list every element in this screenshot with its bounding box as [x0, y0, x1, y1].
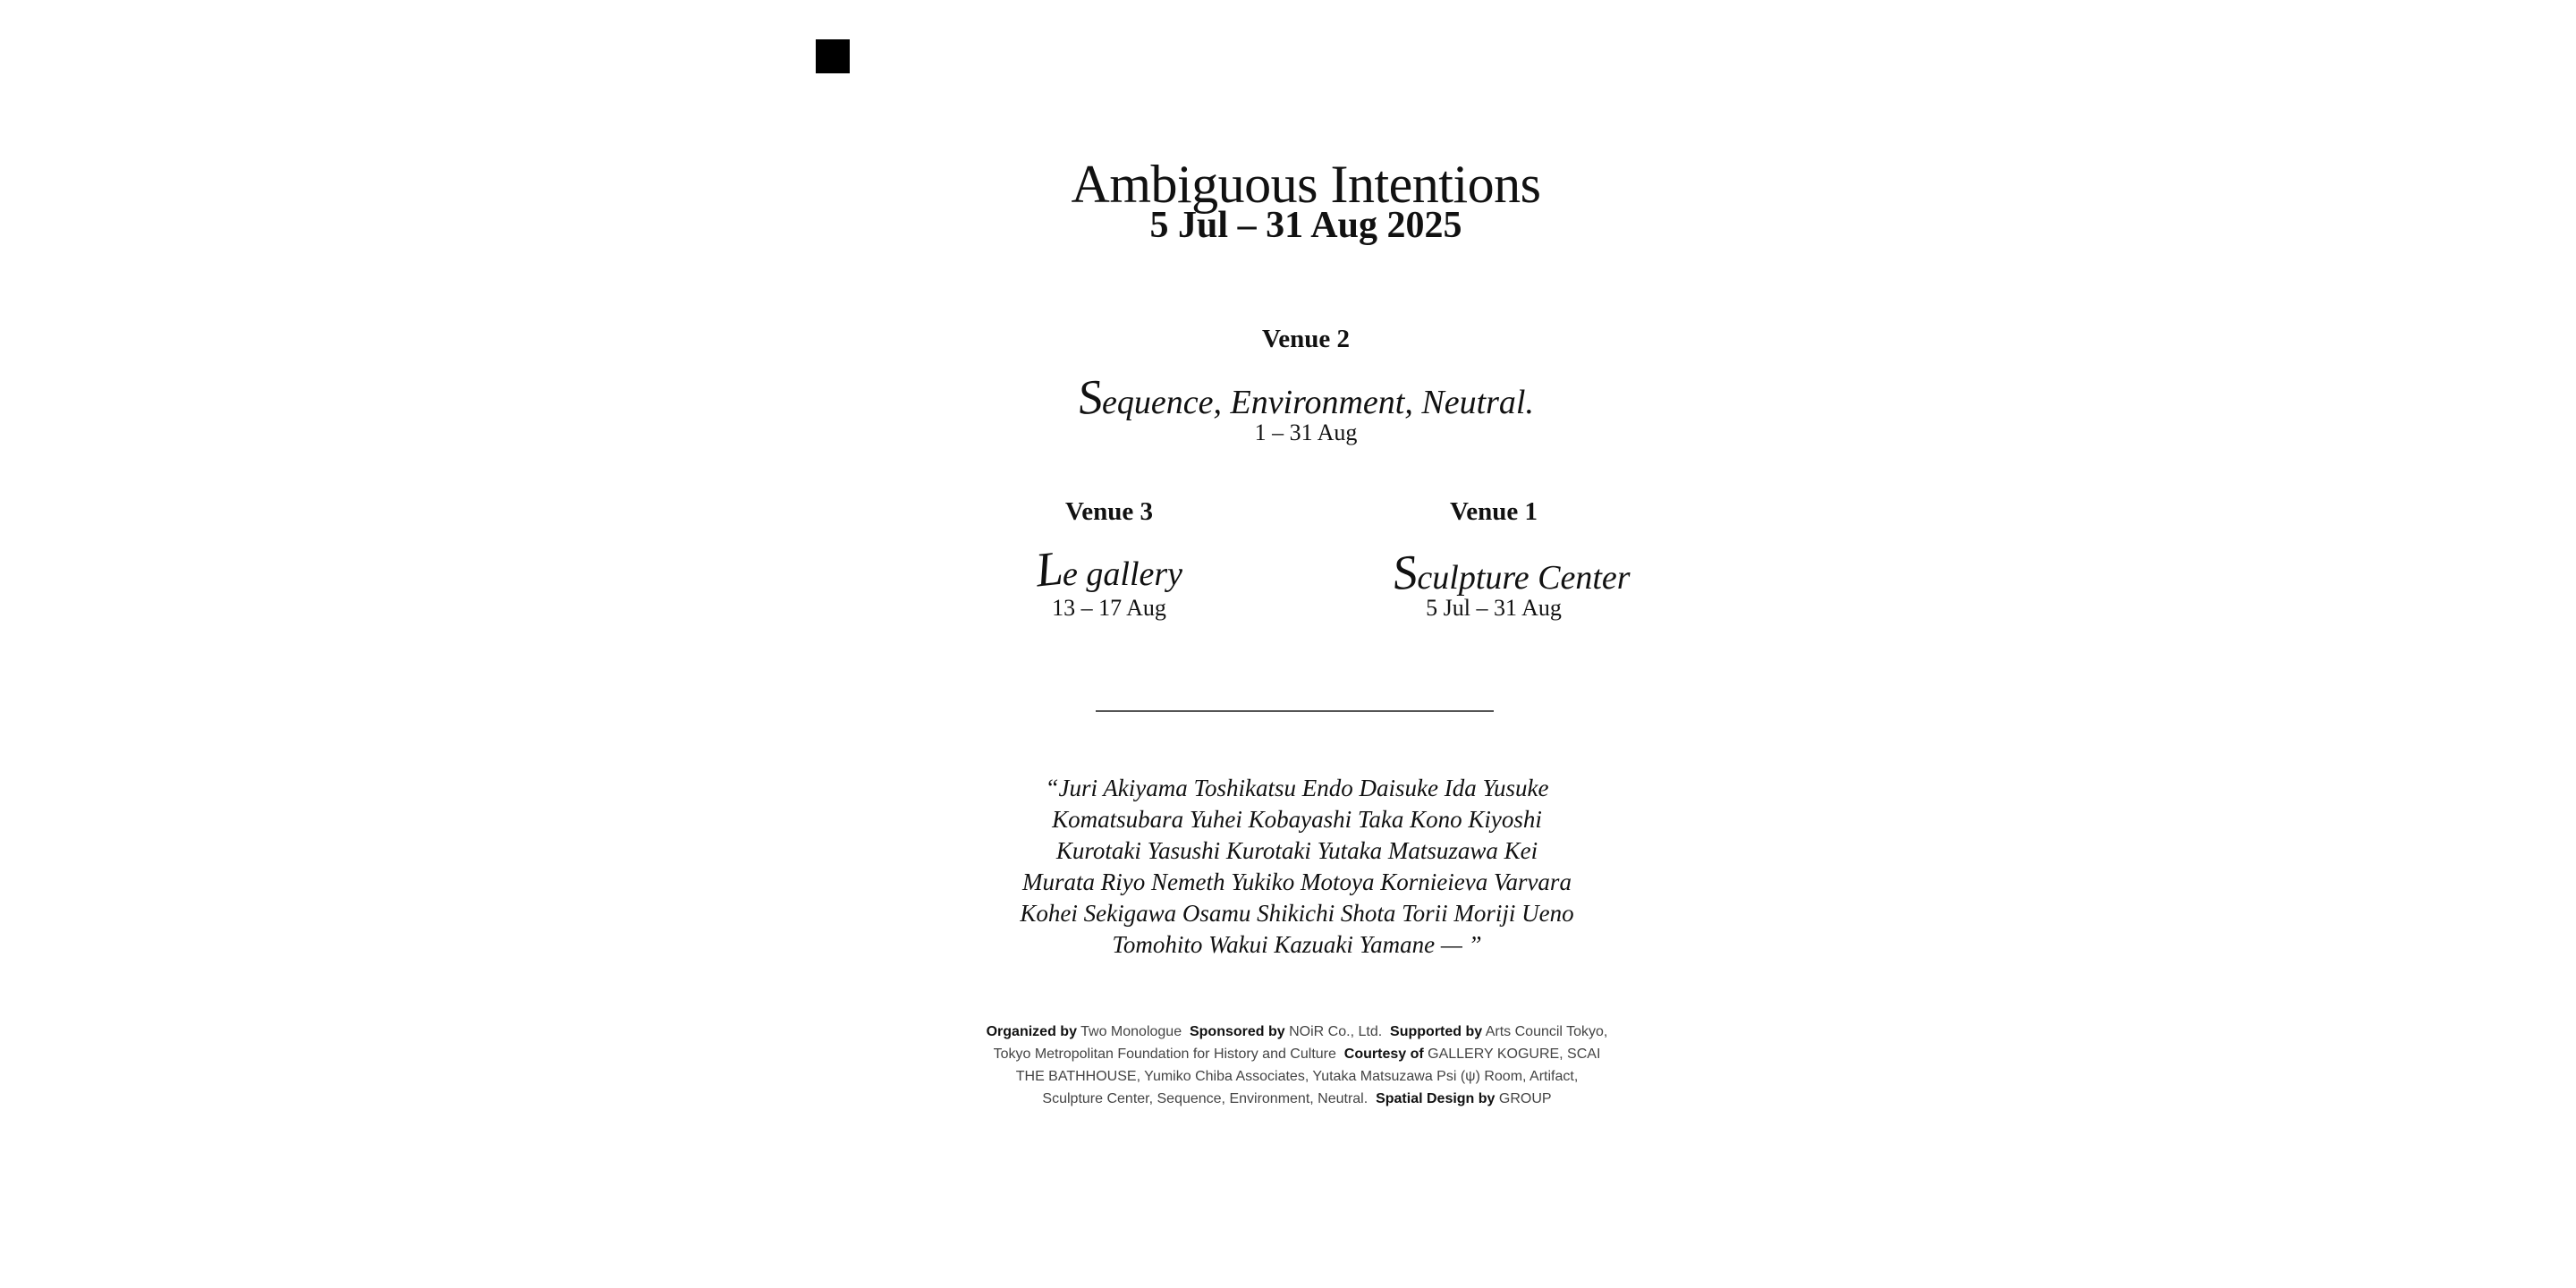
exhibition-dates: 5 Jul – 31 Aug 2025 [1149, 205, 1462, 246]
venue-1-name-rest: culpture Center [1417, 559, 1631, 597]
venue-2-name-initial: S [1074, 369, 1106, 426]
venue-3-name[interactable] [966, 540, 1252, 597]
courtesy-of-value: GALLERY KOGURE, SCAI THE BATHHOUSE, Yumiko Chiba Associates, Yutaka Matsuzawa Psi (ψ) Room, Artifact, Sculpture Center, Sequence, Environment, Neutral. [1015, 1046, 1601, 1106]
sponsored-by-value: NOiR Co., Ltd. [1289, 1024, 1383, 1039]
venue-1-label: Venue 1 [1449, 497, 1538, 526]
spatial-design-value: GROUP [1498, 1091, 1552, 1106]
section-divider [1096, 710, 1494, 712]
organized-by-label: Organized by [986, 1024, 1077, 1039]
organized-by-value: Two Monologue [1080, 1024, 1182, 1039]
artist-list: “Juri Akiyama Toshikatsu Endo Daisuke Ida Yusuke Komatsubara Yuhei Kobayashi Taka Kono Kiyoshi Kurotaki Yasushi Kurotaki Yutaka Matsuzawa Kei Murata Riyo Nemeth Yukiko Motoya Kornieieva Varvara Kohei Sekigawa Osamu Shikichi Shota Torii Moriji Ueno Tomohito Wakui Kazuaki Yamane — ” [1020, 775, 1574, 958]
venue-2-dates: 1 – 31 Aug [1254, 419, 1358, 445]
venue-2-name-rest: equence, Environment, Neutral. [1102, 384, 1534, 421]
logo-square[interactable] [816, 39, 850, 73]
venue-1-name-initial: S [1390, 544, 1420, 601]
courtesy-of-label: Courtesy of [1343, 1046, 1424, 1062]
credits-block [984, 1021, 1610, 1110]
venue-3-label: Venue 3 [1064, 497, 1154, 526]
supported-by-value: Arts Council Tokyo, Tokyo Metropolitan Foundation for History and Culture [993, 1024, 1608, 1062]
venue-3-name-rest: e gallery [1063, 555, 1183, 593]
spatial-design-label: Spatial Design by [1376, 1091, 1496, 1106]
exhibition-title: Ambiguous Intentions [1071, 155, 1541, 214]
venue-3-dates: 13 – 17 Aug [1052, 595, 1166, 621]
venue-2-label: Venue 2 [1261, 325, 1351, 353]
sponsored-by-label: Sponsored by [1189, 1024, 1285, 1039]
venue-2-name[interactable] [1038, 369, 1574, 426]
supported-by-label: Supported by [1390, 1024, 1483, 1039]
venue-1-name[interactable] [1333, 544, 1690, 601]
venue-1-dates: 5 Jul – 31 Aug [1426, 595, 1562, 621]
venue-3-name-initial: L [1032, 540, 1066, 597]
